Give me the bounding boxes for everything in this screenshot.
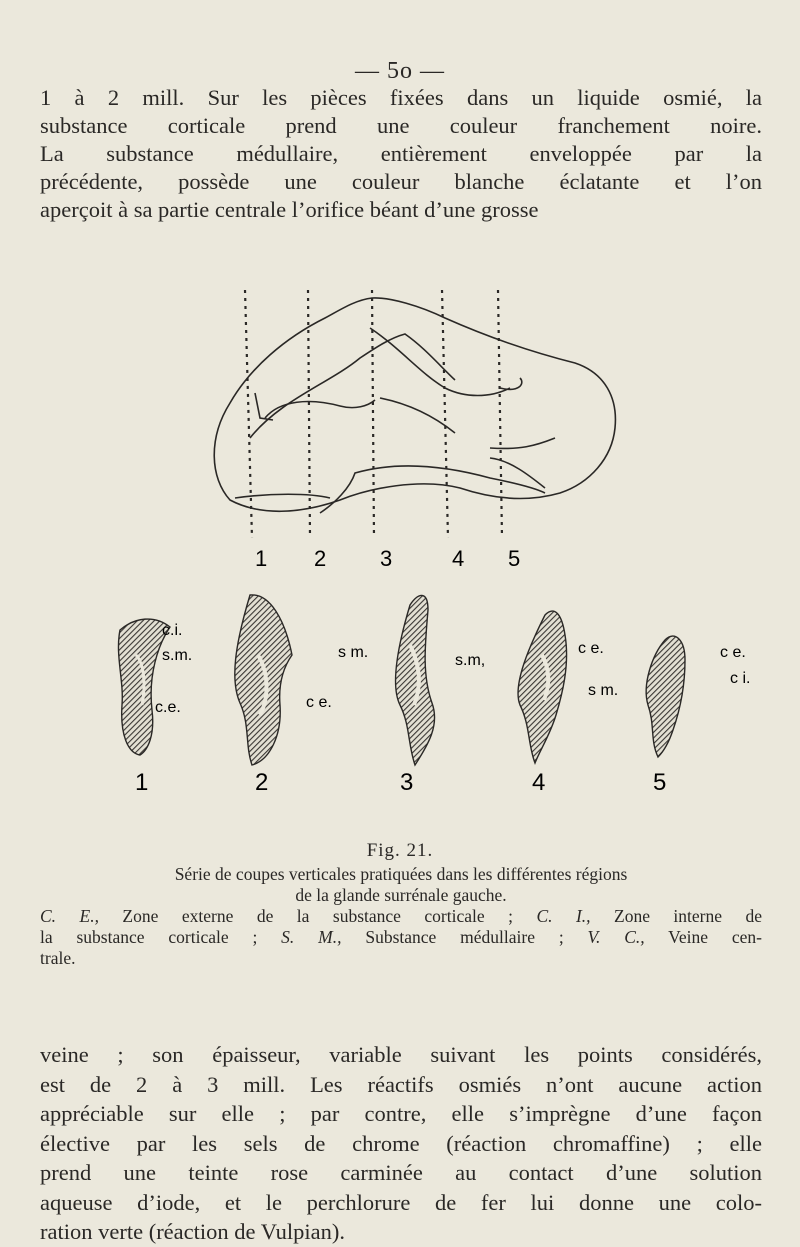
caption-line: trale. bbox=[40, 948, 76, 968]
text-line: prend une teinte rose carminée au contact d’une solution bbox=[40, 1160, 762, 1185]
caption-line bbox=[40, 906, 762, 927]
sections-figure bbox=[110, 585, 800, 795]
text-line: est de 2 à 3 mill. Les réactifs osmiés n’ont aucune action bbox=[40, 1071, 762, 1097]
section-label: s m. bbox=[588, 682, 619, 699]
section-label: c.e. bbox=[155, 699, 181, 716]
text-line: veine ; son épaisseur, variable suivant les points considérés, bbox=[40, 1042, 762, 1067]
section-number: 5 bbox=[508, 546, 521, 571]
text-line: aperçoit à sa partie centrale l’orifice béant d’une grosse bbox=[40, 197, 539, 222]
section-label: s m. bbox=[338, 644, 369, 661]
text-line: 1 à 2 mill. Sur les pièces fixées dans un liquide osmié, la bbox=[40, 85, 762, 110]
section-number: 1 bbox=[135, 769, 149, 795]
paragraph-top bbox=[40, 84, 762, 224]
section-number: 5 bbox=[653, 769, 667, 795]
section-number: 2 bbox=[314, 546, 327, 571]
section-drawing-3 bbox=[395, 595, 434, 765]
definition: Veine cen- bbox=[644, 927, 762, 947]
figure-caption bbox=[40, 864, 762, 969]
section-label: c e. bbox=[306, 694, 332, 711]
section-number: 1 bbox=[255, 546, 268, 571]
paragraph-bottom bbox=[40, 1040, 762, 1247]
section-line bbox=[372, 290, 374, 538]
definition: Substance médullaire ; bbox=[341, 927, 588, 947]
section-number: 4 bbox=[452, 546, 465, 571]
section-drawing-4 bbox=[518, 611, 567, 763]
section-line bbox=[442, 290, 448, 538]
abbreviation: C. E., bbox=[40, 906, 99, 926]
section-line bbox=[498, 290, 502, 538]
section-drawing-5 bbox=[646, 636, 685, 757]
text-line: substance corticale prend une couleur franchement noire. bbox=[40, 113, 762, 138]
section-label: s.m, bbox=[455, 652, 486, 669]
abbreviation: V. C., bbox=[587, 927, 645, 947]
definition: la substance corticale ; bbox=[40, 927, 282, 947]
text-line: La substance médullaire, entièrement enveloppée par la bbox=[40, 141, 762, 166]
text-line: ration verte (réaction de Vulpian). bbox=[40, 1219, 345, 1244]
section-label: c e. bbox=[720, 644, 746, 661]
section-label: c.i. bbox=[162, 622, 183, 639]
section-label: c i. bbox=[730, 670, 751, 687]
section-label: s.m. bbox=[162, 647, 193, 664]
text-line: élective par les sels de chrome (réaction chromaffine) ; elle bbox=[40, 1130, 762, 1156]
abbreviation: C. I., bbox=[536, 906, 591, 926]
definition: Zone externe de la substance corticale ; bbox=[98, 906, 537, 926]
text-line: aqueuse d’iode, et le perchlorure de fer lui donne une colo- bbox=[40, 1189, 762, 1215]
section-line bbox=[245, 290, 252, 538]
section-number: 3 bbox=[380, 546, 393, 571]
gland-outline-figure bbox=[190, 288, 630, 578]
section-number: 4 bbox=[532, 769, 546, 795]
caption-line bbox=[40, 927, 762, 948]
section-drawing-1 bbox=[118, 619, 170, 755]
gland-outer-outline bbox=[214, 298, 615, 511]
page-number: — 5o — bbox=[355, 58, 445, 84]
section-number: 2 bbox=[255, 769, 269, 795]
section-label: c e. bbox=[578, 640, 604, 657]
figure-label: Fig. 21. bbox=[366, 840, 434, 861]
caption-line: Série de coupes verticales pratiquées dans les différentes régions bbox=[174, 864, 628, 884]
section-drawing-2 bbox=[235, 595, 292, 765]
text-line: appréciable sur elle ; par contre, elle s’imprègne d’une façon bbox=[40, 1101, 762, 1126]
definition: Zone interne de bbox=[590, 906, 762, 926]
section-number: 3 bbox=[400, 769, 414, 795]
caption-line: de la glande surrénale gauche. bbox=[295, 885, 507, 905]
text-line: précédente, possède une couleur blanche éclatante et l’on bbox=[40, 169, 762, 194]
abbreviation: S. M., bbox=[281, 927, 342, 947]
